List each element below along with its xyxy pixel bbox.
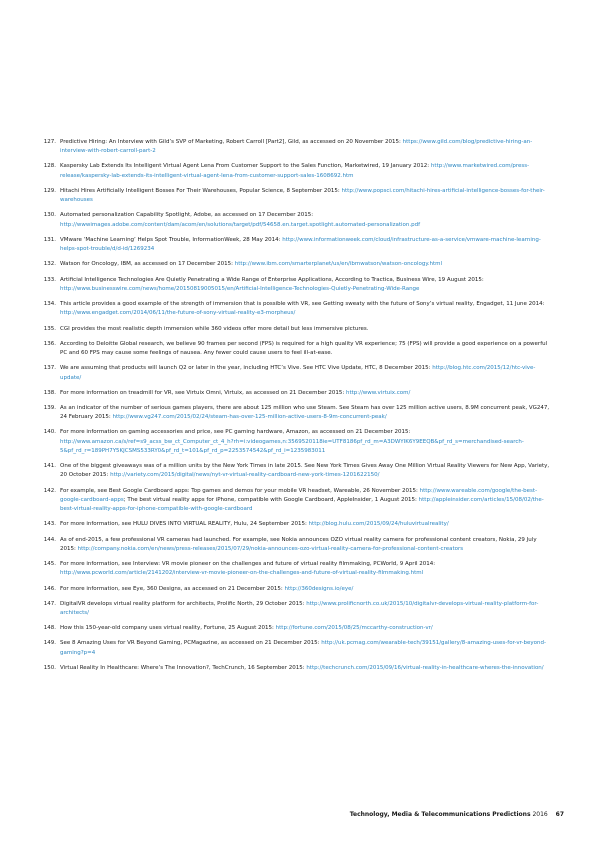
endnote-text: Kaspersky Lab Extends Its Intelligent Virtual Agent Lena From Customer Support to the Sales Function, Marketwired, 19 January 2012: — [60, 163, 430, 170]
endnote-body — [60, 560, 552, 579]
endnote-body — [60, 389, 552, 398]
footer-year: 2016 — [532, 811, 548, 818]
endnote-text: Watson for Oncology, IBM, as accessed on 17 December 2015: — [60, 261, 233, 268]
endnote-number: 137. — [43, 365, 56, 372]
endnote-number: 136. — [43, 340, 56, 347]
endnote-number: 131. — [43, 236, 56, 243]
endnote-text: Virtual Reality In Healthcare: Where’s The Innovation?, TechCrunch, 16 September 2015: — [60, 664, 305, 671]
endnote-item — [36, 187, 552, 206]
endnote-link[interactable]: http://www.businesswire.com/news/home/20150819005015/en/Artificial-Intelligence-Technologies-Quietly-Penetrating-Wide-Range — [60, 285, 420, 292]
endnote-text: DigitalVR develops virtual reality platform for architects, Prolific North, 29 October 2015: — [60, 600, 305, 607]
endnote-item — [36, 389, 552, 398]
endnote-number: 149. — [43, 640, 56, 647]
endnote-text: Hitachi Hires Artificially Intelligent Bosses For Their Warehouses, Popular Science, 8 September 2015: — [60, 187, 340, 194]
endnote-item — [36, 664, 552, 673]
endnote-text: For more information, see HULU DIVES INTO VIRTUAL REALITY, Hulu, 24 September 2015: — [60, 521, 307, 528]
endnote-link[interactable]: http://variety.com/2015/digital/news/nyt-vr-virtual-reality-cardboard-new-york-times-1201622150/ — [110, 472, 380, 479]
endnote-item — [36, 585, 552, 594]
endnote-text-continued: ; The best virtual reality apps for iPhone, compatible with Google Cardboard, AppleInsider, 1 August 2015: — [123, 496, 417, 503]
endnote-item — [36, 364, 552, 383]
endnote-text: We are assuming that products will launch Q2 or later in the year, including HTC’s Vive. See HTC Vive Update, HTC, 8 December 2015: — [60, 365, 431, 372]
endnotes-list — [36, 138, 552, 679]
endnote-item — [36, 300, 552, 319]
endnote-body — [60, 260, 552, 269]
page-footer — [350, 810, 564, 820]
endnote-text: For more information, see Interview: VR movie pioneer on the challenges and future of virtual reality filmmaking, PCWorld, 9 April 2014: — [60, 561, 436, 568]
footer-title: Technology, Media & Telecommunications Predictions — [349, 811, 531, 818]
endnote-link[interactable]: http://www.informationweek.com/cloud/infrastructure-as-a-service/vmware-machine-learning-helps-spot-trouble/d/d-id/1269234 — [60, 236, 541, 253]
endnote-link[interactable]: http://blog.hulu.com/2015/09/24/huluvirtualreality/ — [308, 521, 449, 528]
endnote-link[interactable]: http://company.nokia.com/en/news/press-releases/2015/07/29/nokia-announces-ozo-virtual-reality-camera-for-professional-content-creators — [77, 545, 464, 552]
endnote-item — [36, 428, 552, 456]
endnote-number: 139. — [43, 404, 56, 411]
endnote-body — [60, 236, 552, 255]
endnote-link[interactable]: http://www.wareable.com/google/the-best-google-cardboard-apps — [60, 487, 538, 503]
endnote-number: 145. — [43, 561, 56, 568]
endnote-body — [60, 211, 552, 230]
endnote-body — [60, 487, 552, 515]
endnote-body — [60, 404, 552, 423]
endnote-item — [36, 560, 552, 579]
endnote-link-secondary[interactable]: http://appleinsider.com/articles/15/08/02/the-best-virtual-reality-apps-for-iphone-compatible-with-google-cardboard — [60, 496, 544, 513]
endnote-item — [36, 624, 552, 633]
endnote-number: 134. — [43, 301, 56, 308]
endnote-item — [36, 236, 552, 255]
endnote-body — [60, 340, 552, 359]
endnote-number: 127. — [43, 139, 56, 145]
endnote-text: For more information on treadmill for VR, see Virtuix Omni, Virtuix, as accessed on 21 December 2015: — [60, 389, 345, 396]
endnote-body — [60, 428, 552, 456]
endnote-text: Artificial Intelligence Technologies Are Quietly Penetrating a Wide Range of Enterprise Applications, According to Tractica, Business Wire, 19 August 2015: — [60, 276, 484, 283]
endnote-link[interactable]: https://www.gild.com/blog/predictive-hiring-an-interview-with-robert-carroll-part-2 — [60, 139, 533, 155]
endnote-body — [60, 585, 552, 594]
endnote-text: CGI provides the most realistic depth immersion while 360 videos offer more detail but less immersive pictures. — [60, 325, 369, 332]
endnote-text: According to Deloitte Global research, we believe 90 frames per second (FPS) is required for a high quality VR experience; 75 (FPS) will provide a good experience on a powerful PC and 60 FPS may cause some feelings of nausea. Any fewer could cause users to feel ill-at-ease. — [60, 340, 548, 357]
endnote-text: VMware ‘Machine Learning’ Helps Spot Trouble, InformationWeek, 28 May 2014: — [60, 236, 281, 243]
endnote-number: 144. — [43, 536, 56, 543]
endnote-link[interactable]: http://fortune.com/2015/08/25/mccarthy-construction-vr/ — [275, 625, 433, 632]
endnote-body — [60, 325, 552, 334]
endnote-text: Automated personalization Capability Spotlight, Adobe, as accessed on 17 December 2015: — [60, 212, 314, 219]
endnote-item — [36, 211, 552, 230]
endnote-number: 130. — [43, 212, 56, 219]
endnote-link[interactable]: http://wwwimages.adobe.com/content/dam/acom/en/solutions/target/pdf/54658.en.target.spotlight.automated-personalization.pdf — [60, 221, 421, 228]
endnote-link[interactable]: http://uk.pcmag.com/wearable-tech/39151/gallery/8-amazing-uses-for-vr-beyond-gaming?p=4 — [60, 640, 546, 656]
endnote-item — [36, 162, 552, 181]
endnote-link[interactable]: http://www.virtuix.com/ — [345, 389, 411, 396]
endnote-item — [36, 325, 552, 334]
endnote-text: As of end-2015, a few professional VR cameras had launched. For example, see Nokia announces OZO virtual reality camera for professional content creators, Nokia, 29 July 2015: — [60, 536, 537, 552]
endnote-item — [36, 600, 552, 619]
endnote-link[interactable]: http://blog.htc.com/2015/12/htc-vive-update/ — [60, 365, 536, 381]
endnote-text: For more information, see Eye, 360 Designs, as accessed on 21 December 2015: — [60, 585, 283, 592]
endnote-number: 143. — [43, 521, 56, 528]
endnote-item — [36, 487, 552, 515]
endnote-number: 133. — [43, 276, 56, 283]
endnote-link[interactable]: http://www.engadget.com/2014/06/11/the-future-of-sony-virtual-reality-e3-morpheus/ — [60, 310, 296, 317]
endnote-item — [36, 340, 552, 359]
endnote-number: 141. — [43, 463, 56, 470]
endnote-body — [60, 276, 552, 295]
endnote-number: 132. — [43, 261, 56, 268]
endnote-item — [36, 536, 552, 555]
endnote-text: For more information on gaming accessories and price, see PC gaming hardware, Amazon, as accessed on 21 December 2015: — [60, 429, 411, 436]
endnote-body — [60, 624, 552, 633]
endnote-number: 128. — [43, 163, 56, 170]
endnote-number: 148. — [43, 625, 56, 632]
endnote-body — [60, 187, 552, 206]
page-number: 67 — [555, 811, 564, 818]
endnote-item — [36, 138, 552, 157]
endnote-number: 135. — [43, 325, 56, 332]
endnote-link[interactable]: http://www.marketwired.com/press-release/kaspersky-lab-extends-its-intelligent-virtual-agent-lena-from-customer-support-sales-1608692.htm — [60, 163, 530, 179]
endnote-text: See 8 Amazing Uses for VR Beyond Gaming, PCMagazine, as accessed on 21 December 2015: — [60, 640, 320, 647]
endnote-link[interactable]: http://www.ibm.com/smarterplanet/us/en/ibmwatson/watson-oncology.html — [234, 261, 443, 268]
endnote-link[interactable]: http://www.pcworld.com/article/2141202/interview-vr-movie-pioneer-on-the-challenges-and-future-of-virtual-reality-filmmaking.html — [60, 570, 424, 577]
endnote-body — [60, 600, 552, 619]
endnote-text: As an indicator of the number of serious games players, there are about 125 million who use Steam. See Steam has over 125 million active users, 8.9M concurrent peak, VG247, 24 February 2015: — [60, 404, 550, 421]
endnote-body — [60, 138, 552, 157]
endnote-number: 129. — [43, 187, 56, 194]
endnote-body — [60, 536, 552, 555]
endnote-text: How this 150-year-old company uses virtual reality, Fortune, 25 August 2015: — [60, 625, 274, 632]
endnote-item — [36, 404, 552, 423]
endnote-link[interactable]: http://www.popsci.com/hitachi-hires-artificial-intelligence-bosses-for-their-warehouses — [60, 187, 545, 204]
endnote-item — [36, 260, 552, 269]
endnote-text: This article provides a good example of the strength of immersion that is possible with VR, see Getting sweaty with the future of Sony’s virtual reality, Engadget, 11 June 2014: — [60, 301, 545, 308]
endnote-link[interactable]: http://www.vg247.com/2015/02/24/steam-has-over-125-million-active-users-8-9m-concurrent-peak/ — [112, 414, 387, 421]
endnote-number: 146. — [43, 585, 56, 592]
endnote-body — [60, 462, 552, 481]
endnote-body — [60, 364, 552, 383]
endnote-number: 147. — [43, 600, 56, 607]
endnote-link[interactable]: http://techcrunch.com/2015/09/16/virtual-reality-in-healthcare-wheres-the-innovation/ — [306, 664, 544, 671]
endnote-link[interactable]: http://360designs.io/eye/ — [284, 585, 354, 592]
endnote-number: 142. — [43, 487, 56, 494]
endnote-item — [36, 276, 552, 295]
endnote-item — [36, 639, 552, 658]
endnote-number: 138. — [43, 389, 56, 396]
endnote-body — [60, 520, 552, 529]
endnote-text: One of the biggest giveaways was of a million units by the New York Times in late 2015. See New York Times Gives Away One Million Virtual Reality Viewers for New App, Variety, 20 October 2015: — [60, 463, 550, 479]
endnote-link[interactable]: http://www.prolificnorth.co.uk/2015/10/digitalvr-develops-virtual-reality-platform-for-architects/ — [60, 600, 539, 617]
endnote-number: 140. — [43, 429, 56, 436]
endnote-body — [60, 162, 552, 181]
endnote-number: 150. — [43, 664, 56, 671]
endnote-text: For example, see Best Google Cardboard apps: Top games and demos for your mobile VR headset, Wareable, 26 November 2015: — [60, 487, 418, 494]
endnote-link[interactable]: http://www.amazon.ca/s/ref=s9_acss_bw_ct_Computer_ct_4_h?rh=i:videogames,n:3569520118ie=UTF8186pf_rd_m=A3DWYIK6Y9EEQB&pf_rd_s=merchandised-search-5&pf_rd_r=189PH7Y5KJCSMS533RY0&pf_rd_t=101&pf_rd_p=2253574542&pf_rd_i=1235983011 — [60, 438, 524, 454]
endnote-item — [36, 520, 552, 529]
endnote-body — [60, 664, 552, 673]
endnote-item — [36, 462, 552, 481]
endnote-text: Predictive Hiring: An Interview with Gild’s SVP of Marketing, Robert Carroll [Part2], Gild, as accessed on 20 November 2015: — [60, 139, 401, 145]
endnote-body — [60, 639, 552, 658]
endnote-body — [60, 300, 552, 319]
